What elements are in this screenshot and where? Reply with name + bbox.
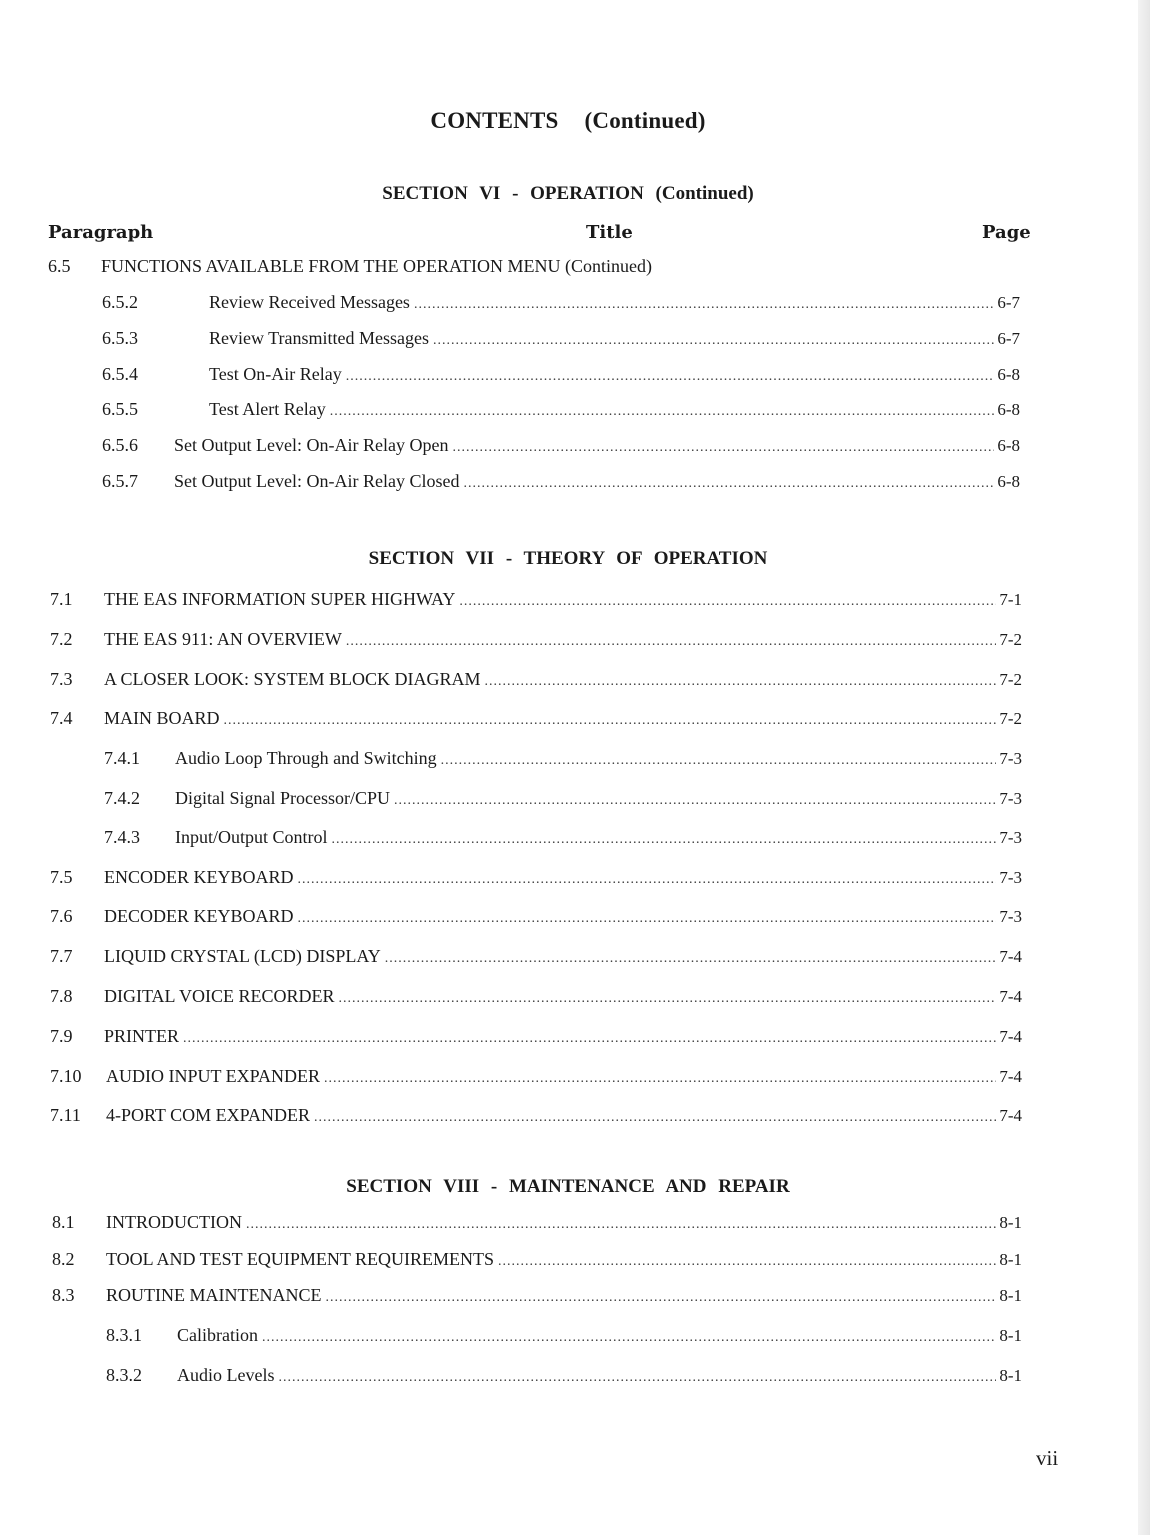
toc-number: 8.1 <box>52 1212 75 1232</box>
toc-title: Review Received Messages <box>209 292 410 312</box>
toc-entry-8-3-1 <box>106 1325 1022 1351</box>
column-header-title: Title <box>586 222 633 243</box>
dot-leader <box>332 832 997 848</box>
dot-leader <box>414 297 994 313</box>
toc-entry-6-5-6 <box>102 435 1020 461</box>
toc-title: Audio Loop Through and Switching <box>175 748 437 768</box>
toc-number: 7.11 <box>50 1105 81 1125</box>
dot-leader <box>452 440 994 456</box>
toc-title: Audio Levels <box>177 1365 275 1385</box>
toc-title: AUDIO INPUT EXPANDER <box>106 1066 321 1086</box>
toc-title: ROUTINE MAINTENANCE <box>106 1285 322 1305</box>
toc-page: 8-1 <box>999 1366 1022 1385</box>
toc-title: FUNCTIONS AVAILABLE FROM THE OPERATION MENU (Continued) <box>101 256 653 276</box>
toc-title: Input/Output Control <box>175 827 328 847</box>
toc-title: TOOL AND TEST EQUIPMENT REQUIREMENTS <box>106 1249 495 1269</box>
toc-entry-6-5-5 <box>102 399 1020 425</box>
dot-leader <box>346 634 996 650</box>
toc-page: 7-4 <box>999 947 1022 966</box>
toc-entry-7-4 <box>50 708 1022 734</box>
toc-number: 7.4.2 <box>104 788 140 808</box>
toc-number: 6.5.7 <box>102 471 138 491</box>
dot-leader <box>441 753 997 769</box>
toc-number: 6.5.3 <box>102 328 138 348</box>
dot-leader <box>324 1071 996 1087</box>
toc-number: 7.9 <box>50 1026 73 1046</box>
toc-entry-7-4-1 <box>104 748 1022 774</box>
toc-entry-7-11 <box>50 1105 1022 1131</box>
dot-leader <box>224 713 997 729</box>
toc-title: Digital Signal Processor/CPU <box>175 788 390 808</box>
toc-page: 8-1 <box>999 1250 1022 1269</box>
toc-number: 8.2 <box>52 1249 75 1269</box>
title-main: CONTENTS <box>430 108 559 133</box>
toc-page: 7-3 <box>999 828 1022 847</box>
toc-number: 7.5 <box>50 867 73 887</box>
toc-number: 6.5.6 <box>102 435 138 455</box>
dot-leader <box>183 1031 996 1047</box>
toc-number: 6.5.5 <box>102 399 138 419</box>
toc-entry-8-1 <box>52 1212 1022 1238</box>
toc-entry-7-6 <box>50 906 1022 932</box>
toc-entry-7-2 <box>50 629 1022 655</box>
toc-entry-7-9 <box>50 1026 1022 1052</box>
toc-page: 7-4 <box>999 987 1022 1006</box>
toc-number: 6.5.4 <box>102 364 138 384</box>
toc-page: 7-3 <box>999 789 1022 808</box>
toc-title: INTRODUCTION <box>106 1212 242 1232</box>
toc-title: ENCODER KEYBOARD <box>104 867 294 887</box>
toc-number: 7.7 <box>50 946 73 966</box>
toc-entry-7-3 <box>50 669 1022 695</box>
dot-leader <box>325 1290 996 1306</box>
toc-page: 8-1 <box>999 1326 1022 1345</box>
toc-number: 7.3 <box>50 669 73 689</box>
toc-title: 4-PORT COM EXPANDER <box>106 1105 310 1125</box>
dot-leader <box>385 951 997 967</box>
toc-number: 7.6 <box>50 906 73 926</box>
toc-page: 7-3 <box>999 868 1022 887</box>
dot-leader <box>394 793 996 809</box>
toc-page: 6-8 <box>997 472 1020 491</box>
toc-number: 8.3.1 <box>106 1325 142 1345</box>
dot-leader <box>433 333 994 349</box>
section-7-heading: SECTION VII - THEORY OF OPERATION <box>368 548 768 569</box>
toc-number: 7.4 <box>50 708 73 728</box>
column-header-paragraph: Paragraph <box>48 222 154 243</box>
toc-number: 6.5 <box>48 256 71 276</box>
toc-number: 7.10 <box>50 1066 82 1086</box>
dot-leader <box>463 476 994 492</box>
dot-leader <box>262 1330 996 1346</box>
toc-title: A CLOSER LOOK: SYSTEM BLOCK DIAGRAM <box>104 669 481 689</box>
page-number: vii <box>1036 1446 1059 1470</box>
toc-title: Review Transmitted Messages <box>209 328 429 348</box>
toc-number: 7.2 <box>50 629 73 649</box>
toc-group-6-5 <box>48 256 1028 282</box>
section-6-heading: SECTION VI - OPERATION (Continued) <box>382 183 754 204</box>
dot-leader <box>298 911 997 927</box>
dot-leader <box>314 1110 996 1126</box>
toc-title: DECODER KEYBOARD <box>104 906 294 926</box>
toc-entry-8-3-2 <box>106 1365 1022 1391</box>
toc-number: 7.1 <box>50 589 73 609</box>
toc-entry-7-4-3 <box>104 827 1022 853</box>
dot-leader <box>278 1370 996 1386</box>
page-title <box>0 108 1136 134</box>
toc-entry-8-2 <box>52 1249 1022 1275</box>
toc-title: Set Output Level: On-Air Relay Open <box>174 435 449 455</box>
toc-entry-7-1 <box>50 589 1022 615</box>
dot-leader <box>498 1254 996 1270</box>
toc-number: 8.3.2 <box>106 1365 142 1385</box>
dot-leader <box>346 369 995 385</box>
toc-entry-8-3 <box>52 1285 1022 1311</box>
toc-page: 6-8 <box>997 365 1020 384</box>
column-header-page: Page <box>982 222 1031 243</box>
toc-entry-7-5 <box>50 867 1022 893</box>
section-8-heading: SECTION VIII - MAINTENANCE AND REPAIR <box>346 1176 790 1197</box>
toc-title: THE EAS 911: AN OVERVIEW <box>104 629 342 649</box>
toc-entry-7-8 <box>50 986 1022 1012</box>
toc-page: 6-8 <box>997 400 1020 419</box>
toc-title: MAIN BOARD <box>104 708 220 728</box>
toc-entry-6-5-7 <box>102 471 1020 497</box>
toc-page: 7-4 <box>999 1106 1022 1125</box>
toc-page: 7-2 <box>999 709 1022 728</box>
dot-leader <box>298 872 997 888</box>
toc-entry-7-4-2 <box>104 788 1022 814</box>
toc-title: PRINTER <box>104 1026 180 1046</box>
toc-number: 7.4.1 <box>104 748 140 768</box>
scan-edge-shadow <box>1138 0 1150 1535</box>
toc-entry-6-5-3 <box>102 328 1020 354</box>
toc-number: 8.3 <box>52 1285 75 1305</box>
toc-title: DIGITAL VOICE RECORDER <box>104 986 335 1006</box>
title-continued: (Continued) <box>584 108 706 133</box>
toc-page: 6-7 <box>997 329 1020 348</box>
toc-entry-7-7 <box>50 946 1022 972</box>
toc-page: 7-3 <box>999 749 1022 768</box>
dot-leader <box>485 674 997 690</box>
dot-leader <box>459 594 996 610</box>
toc-page: 7-2 <box>999 670 1022 689</box>
toc-page: 6-8 <box>997 436 1020 455</box>
toc-page: 7-2 <box>999 630 1022 649</box>
toc-title: Test Alert Relay <box>209 399 326 419</box>
toc-title: THE EAS INFORMATION SUPER HIGHWAY <box>104 589 456 609</box>
toc-page: 7-4 <box>999 1027 1022 1046</box>
toc-page: 8-1 <box>999 1286 1022 1305</box>
toc-page: 7-1 <box>999 590 1022 609</box>
toc-number: 6.5.2 <box>102 292 138 312</box>
toc-page: 6-7 <box>997 293 1020 312</box>
dot-leader <box>339 991 997 1007</box>
toc-title: Set Output Level: On-Air Relay Closed <box>174 471 460 491</box>
toc-number: 7.4.3 <box>104 827 140 847</box>
toc-title: Test On-Air Relay <box>209 364 342 384</box>
toc-page: 7-4 <box>999 1067 1022 1086</box>
toc-number: 7.8 <box>50 986 73 1006</box>
toc-entry-6-5-4 <box>102 364 1020 390</box>
toc-page: 7-3 <box>999 907 1022 926</box>
toc-title: LIQUID CRYSTAL (LCD) DISPLAY <box>104 946 381 966</box>
toc-entry-7-10 <box>50 1066 1022 1092</box>
toc-page: 8-1 <box>999 1213 1022 1232</box>
dot-leader <box>246 1217 996 1233</box>
toc-title: Calibration <box>177 1325 258 1345</box>
dot-leader <box>330 404 995 420</box>
toc-entry-6-5-2 <box>102 292 1020 318</box>
